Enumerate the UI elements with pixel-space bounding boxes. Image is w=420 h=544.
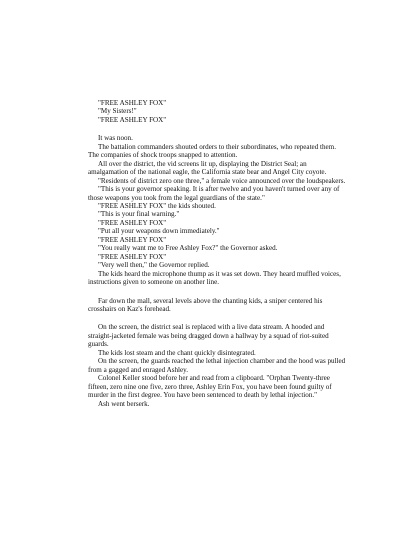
paragraph-gap [88, 287, 348, 297]
paragraph-gap [88, 313, 348, 323]
paragraph: Colonel Keller stood before her and read from a clipboard. "Orphan Twenty-three fifteen, zero nine one five, zero three, Ashley Erin Fox, you have been found guilty of murder in the first degree. You have been sentenced to death by lethal injection." [88, 374, 332, 400]
paragraph: Ash went berserk. [98, 399, 150, 408]
paragraph-gap [88, 124, 348, 134]
paragraph: The battalion commanders shouted orders to their subordinates, who repeated them. The companies of shock troops snapped to attention. [88, 142, 336, 160]
paragraph: The kids lost steam and the chant quickly disintegrated. [98, 348, 256, 357]
paragraph: "You really want me to Free Ashley Fox?" the Governor asked. [98, 244, 278, 253]
paragraph: "Put all your weapons down immediately." [98, 227, 220, 236]
paragraph: The kids heard the microphone thump as it was set down. They heard muffled voices, instructions given to someone on another line. [88, 269, 341, 287]
paragraph: "Very well then," the Governor replied. [98, 261, 210, 270]
paragraph: "FREE ASHLEY FOX" the kids shouted. [98, 201, 216, 210]
paragraph: On the screen, the guards reached the lethal injection chamber and the hood was pulled from a gagged and enraged Ashley. [88, 357, 346, 374]
paragraph: "This is your governor speaking. It is after twelve and you haven't turned over any of those weapons you took from the legal guardians of the state." [88, 185, 340, 202]
paragraph: All over the district, the vid screens lit up, displaying the District Seal; an amalgamation of the national eagle, the California state bear and Angel City coyote. [88, 159, 327, 177]
paragraph: "FREE ASHLEY FOX" [98, 235, 167, 244]
paragraph: "FREE ASHLEY FOX" [98, 218, 167, 227]
paragraph: "Residents of district zero one three," a female voice announced over the loudspeakers. [98, 176, 346, 185]
paragraph: "FREE ASHLEY FOX" [98, 252, 167, 261]
paragraph: "My Sisters!" [98, 107, 137, 116]
paragraph: It was noon. [98, 134, 133, 143]
paragraph: Far down the mall, several levels above the chanting kids, a sniper centered his crosshairs on Kaz's forehead. [88, 296, 323, 313]
body-text [88, 99, 348, 408]
paragraph: "This is your final warning." [98, 210, 180, 219]
paragraph: "FREE ASHLEY FOX" [98, 115, 167, 124]
paragraph: On the screen, the district seal is replaced with a live data stream. A hooded and straight-jacketed female was being dragged down a hallway by a squad of riot-suited guards. [88, 323, 329, 349]
paragraph: "FREE ASHLEY FOX" [98, 99, 167, 107]
